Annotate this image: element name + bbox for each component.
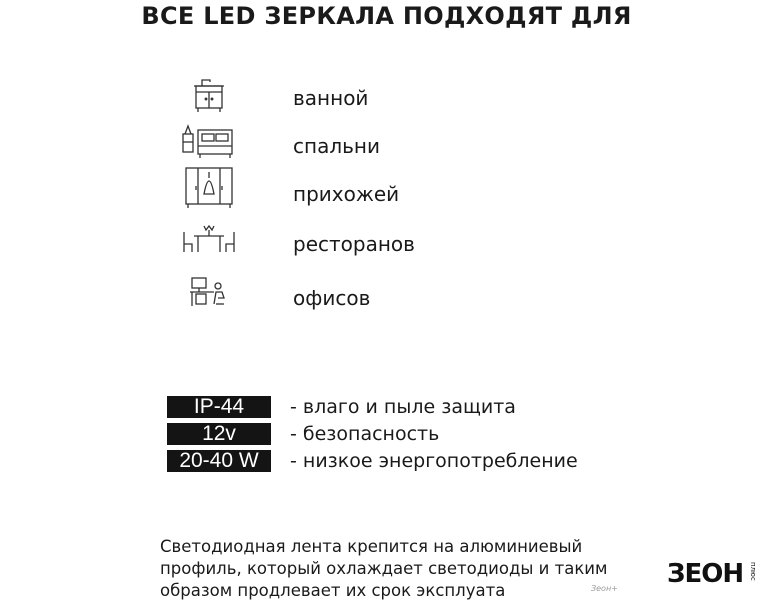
spec-badge-ip: IP-44 <box>167 396 271 418</box>
list-item-hallway <box>0 166 500 210</box>
office-desk-icon <box>178 274 238 318</box>
spec-badge-voltage: 12v <box>167 423 271 445</box>
bedroom-bed-icon <box>178 120 238 164</box>
logo-subtext: плюс <box>749 562 757 581</box>
page-title: ВСЕ LED ЗЕРКАЛА ПОДХОДЯТ ДЛЯ <box>141 2 632 30</box>
watermark-text: Зеон+ <box>591 584 618 593</box>
description-line: Светодиодная лента крепится на алюминиевый <box>160 537 583 556</box>
use-label-bathroom: ванной <box>293 86 369 110</box>
brand-logo <box>667 560 757 588</box>
description-paragraph <box>160 536 630 602</box>
spec-desc-ip: - влаго и пыле защита <box>290 396 516 418</box>
description-line: профиль, который охлаждает светодиоды и таким <box>160 559 608 578</box>
use-label-restaurant: ресторанов <box>293 232 415 256</box>
list-item-bathroom <box>0 72 500 116</box>
spec-desc-power: - низкое энергопотребление <box>290 450 578 472</box>
spec-badge-power: 20-40 W <box>167 450 271 472</box>
logo-text: ЗЕОН <box>667 559 744 589</box>
list-item-restaurant <box>0 222 500 266</box>
use-label-hallway: прихожей <box>293 182 400 206</box>
spec-desc-voltage: - безопасность <box>290 423 440 445</box>
restaurant-table-icon <box>178 222 238 266</box>
description-line: образом продлевает их срок эксплуата <box>160 581 506 600</box>
bathroom-vanity-icon <box>178 72 238 116</box>
list-item-office <box>0 274 500 318</box>
use-label-bedroom: спальни <box>293 134 380 158</box>
use-label-office: офисов <box>293 286 371 310</box>
hallway-wardrobe-icon <box>178 166 238 210</box>
list-item-bedroom <box>0 120 500 164</box>
